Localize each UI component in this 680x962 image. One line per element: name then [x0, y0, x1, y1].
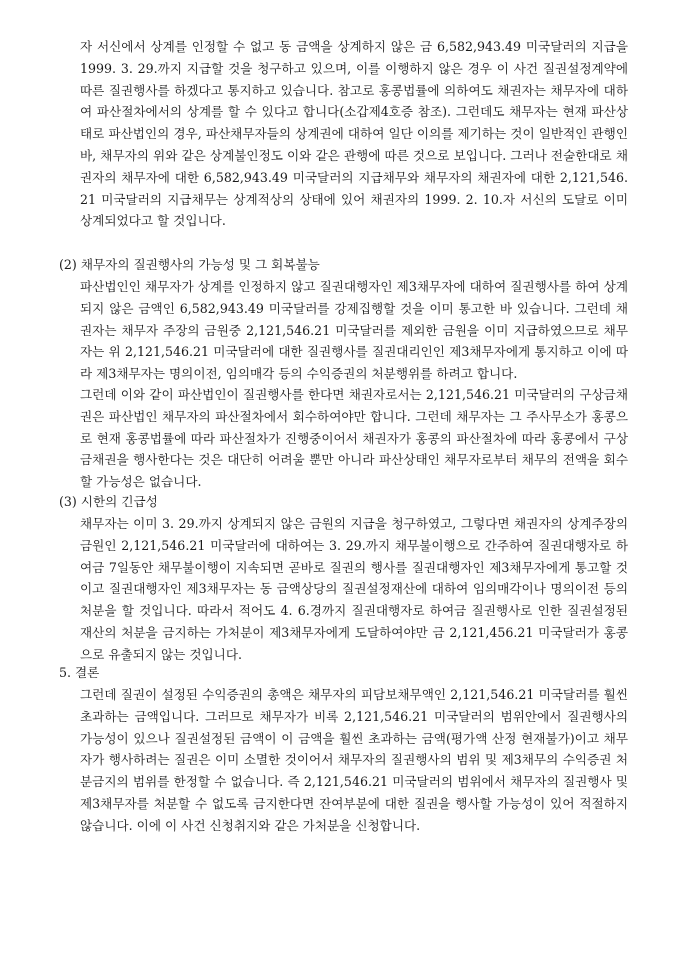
section-2-heading: (2) 채무자의 질권행사의 가능성 및 그 회복불능 [59, 257, 320, 272]
section-5-paragraph: 그런데 질권이 설정된 수익증권의 총액은 채무자의 피담보채무액인 2,121,546.21 미국달러를 훨씬 초과하는 금액입니다. 그러므로 채무자가 비록 2,121,546.21 미국달러의 범위안에서 질권행사의 가능성이 있으나 질권설정된 금액이 이 금액을 훨씬 초과하는 금액(평가액 산정 현재불가)이고 채무자가 행사하려는 질권은 이미 소멸한 것이어서 채무자의 질권행사의 범위 및 제3채무의 수익증권 처분금지의 범위를 한정할 수 없습니다. 즉 2,121,546.21 미국달러의 범위에서 채무자의 질권행사 및 제3채무자를 처분할 수 없도록 금지한다면 잔여부분에 대한 질권을 행사할 가능성이 있어 적절하지 않습니다. 이에 이 사건 신청취지와 같은 가처분을 신청합니다. [80, 687, 628, 833]
intro-paragraph: 자 서신에서 상계를 인정할 수 없고 동 금액을 상계하지 않은 금 6,582,943.49 미국달러의 지급을 1999. 3. 29.까지 지급할 것을 청구하고 있으며, 이를 이행하지 않은 경우 이 사건 질권설정계약에 따른 질권행사를 하겠다고 통지하고 있습니다. 참고로 홍콩법률에 의하여도 채권자는 채무자에 대하여 파산절차에서의 상계를 할 수 있다고 합니다(소갑제4호증 참조). 그런데도 채무자는 현재 파산상태로 파산법인의 경우, 파산채무자들의 상계권에 대하여 일단 이의를 제기하는 것이 일반적인 관행인 바, 채무자의 위와 같은 상계불인정도 이와 같은 관행에 따른 것으로 보입니다. 그러나 전술한대로 채권자의 채무자에 대한 6,582,943.49 미국달러의 지급채무와 채무자의 채권자에 대한 2,121,546.21 미국달러의 지급채무는 상계적상의 상태에 있어 채권자의 1999. 2. 10.자 서신의 도달로 이미 상계되었다고 할 것입니다. [80, 39, 628, 229]
section-3-heading: (3) 시한의 긴급성 [59, 494, 158, 509]
section-2-paragraph-2: 그런데 이와 같이 파산법인이 질권행사를 한다면 채권자로서는 2,121,546.21 미국달러의 구상금채권은 파산법인 채무자의 파산절차에서 회수하여야만 합니다. 그런데 채무자는 그 주사무소가 홍콩으로 현재 홍콩법률에 따라 파산절차가 진행중이어서 채권자가 홍콩의 파산절차에 따라 홍콩에서 구상금채권을 행사한다는 것은 대단히 어려울 뿐만 아니라 파산상태인 채무자로부터 채무의 전액을 회수할 가능성은 없습니다. [80, 387, 628, 490]
section-5-heading: 5. 결론 [59, 665, 100, 680]
section-3-paragraph: 채무자는 이미 3. 29.까지 상계되지 않은 금원의 지급을 청구하였고, 그렇다면 채권자의 상계주장의 금원인 2,121,546.21 미국달러에 대하여는 3. 29.까지 채무불이행으로 간주하여 질권대행자로 하여금 7일동안 채무불이행이 지속되면 곧바로 질권의 행사를 질권대행자인 제3채무자에게 통고할 것이고 질권대행자인 제3채무자는 동 금액상당의 질권설정재산에 대하여 임의매각이나 명의이전 등의 처분을 할 것입니다. 따라서 적어도 4. 6.경까지 질권대행자로 하여금 질권행사로 인한 질권설정된 재산의 처분을 금지하는 가처분이 제3채무자에게 도달하여야만 금 2,121,456.21 미국달러가 홍콩으로 유출되지 않는 것입니다. [80, 516, 628, 662]
section-2-paragraph-1: 파산법인인 채무자가 상계를 인정하지 않고 질권대행자인 제3채무자에 대하여 질권행사를 하여 상계되지 않은 금액인 6,582,943.49 미국달러를 강제집행할 것을 이미 통고한 바 있습니다. 그런데 채권자는 채무자 주장의 금원중 2,121,546.21 미국달러를 제외한 금원을 이미 지급하였으므로 채무자는 위 2,121,546.21 미국달러에 대한 질권행사를 질권대리인인 제3채무자에게 통지하고 이에 따라 제3채무자는 명의이전, 임의매각 등의 수익증권의 처분행위를 하려고 합니다. [80, 279, 628, 382]
